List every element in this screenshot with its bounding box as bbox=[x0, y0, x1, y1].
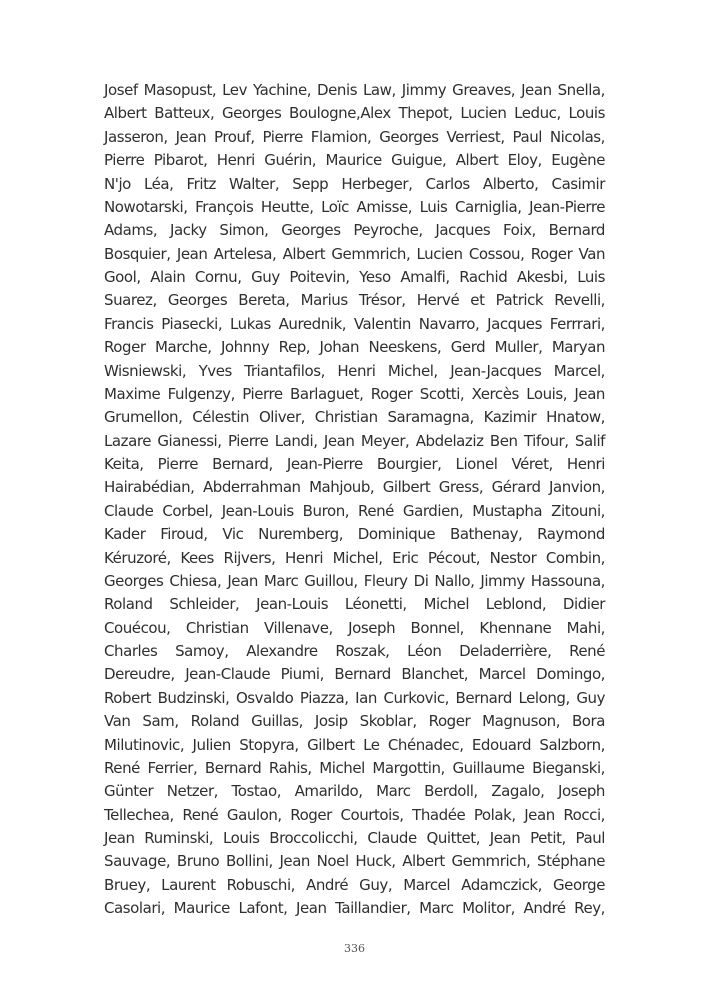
text-line: Georges Chiesa, Jean Marc Guillou, Fleury Di Nallo, Jimmy Hassouna, bbox=[104, 571, 605, 590]
text-line: Wisniewski, Yves Triantafilos, Henri Michel, Jean-Jacques Marcel, bbox=[104, 361, 605, 380]
text-line: Roger Marche, Johnny Rep, Johan Neeskens, Gerd Muller, Maryan bbox=[104, 338, 605, 357]
text-line: Pierre Pibarot, Henri Guérin, Maurice Guigue, Albert Eloy, Eugène bbox=[104, 151, 605, 170]
text-line: Suarez, Georges Bereta, Marius Trésor, Hervé et Patrick Revelli, bbox=[104, 291, 605, 310]
text-line: Milutinovic, Julien Stopyra, Gilbert Le Chénadec, Edouard Salzborn, bbox=[104, 735, 605, 754]
text-line: Francis Piasecki, Lukas Aurednik, Valentin Navarro, Jacques Ferrrari, bbox=[104, 314, 605, 333]
text-line: N'jo Léa, Fritz Walter, Sepp Herbeger, Carlos Alberto, Casimir bbox=[104, 174, 605, 193]
body-paragraph bbox=[104, 79, 605, 921]
text-line: Nowotarski, François Heutte, Loïc Amisse, Luis Carniglia, Jean-Pierre bbox=[104, 197, 605, 216]
text-line: Bosquier, Jean Artelesa, Albert Gemmrich, Lucien Cossou, Roger Van bbox=[104, 244, 605, 263]
text-line: Albert Batteux, Georges Boulogne,Alex Thepot, Lucien Leduc, Louis bbox=[104, 104, 605, 123]
text-line: Dereudre, Jean-Claude Piumi, Bernard Blanchet, Marcel Domingo, bbox=[104, 665, 605, 684]
text-line: Tellechea, René Gaulon, Roger Courtois, Thadée Polak, Jean Rocci, bbox=[104, 805, 605, 824]
text-line: René Ferrier, Bernard Rahis, Michel Margottin, Guillaume Bieganski, bbox=[104, 758, 605, 777]
text-line: Charles Samoy, Alexandre Roszak, Léon Deladerrière, René bbox=[104, 642, 605, 660]
text-line: Sauvage, Bruno Bollini, Jean Noel Huck, Albert Gemmrich, Stéphane bbox=[104, 852, 605, 871]
text-line: Hairabédian, Abderrahman Mahjoub, Gilbert Gress, Gérard Janvion, bbox=[104, 478, 605, 497]
text-line: Claude Corbel, Jean-Louis Buron, René Gardien, Mustapha Zitouni, bbox=[104, 501, 605, 520]
text-line: Grumellon, Célestin Oliver, Christian Saramagna, Kazimir Hnatow, bbox=[104, 408, 605, 427]
text-line: Bruey, Laurent Robuschi, André Guy, Marcel Adamczick, George bbox=[104, 875, 605, 894]
text-line: Roland Schleider, Jean-Louis Léonetti, Michel Leblond, Didier bbox=[104, 595, 605, 614]
text-line: Van Sam, Roland Guillas, Josip Skoblar, Roger Magnuson, Bora bbox=[104, 712, 605, 731]
text-line: Lazare Gianessi, Pierre Landi, Jean Meyer, Abdelaziz Ben Tifour, Salif bbox=[104, 431, 605, 450]
text-line: Maxime Fulgenzy, Pierre Barlaguet, Roger Scotti, Xercès Louis, Jean bbox=[104, 384, 605, 403]
page-number: 336 bbox=[344, 942, 365, 955]
text-line: Robert Budzinski, Osvaldo Piazza, Ian Curkovic, Bernard Lelong, Guy bbox=[104, 688, 605, 707]
text-line: Josef Masopust, Lev Yachine, Denis Law, Jimmy Greaves, Jean Snella, bbox=[104, 81, 605, 99]
text-line: Keita, Pierre Bernard, Jean-Pierre Bourgier, Lionel Véret, Henri bbox=[104, 455, 605, 473]
text-line: Kéruzoré, Kees Rijvers, Henri Michel, Eric Pécout, Nestor Combin, bbox=[104, 548, 605, 567]
text-line: Jean Ruminski, Louis Broccolicchi, Claude Quittet, Jean Petit, Paul bbox=[104, 829, 605, 847]
text-line: Gool, Alain Cornu, Guy Poitevin, Yeso Amalfi, Rachid Akesbi, Luis bbox=[104, 268, 605, 286]
text-line: Kader Firoud, Vic Nuremberg, Dominique Bathenay, Raymond bbox=[104, 525, 605, 544]
text-line: Günter Netzer, Tostao, Amarildo, Marc Berdoll, Zagalo, Joseph bbox=[104, 782, 605, 801]
text-line: Casolari, Maurice Lafont, Jean Taillandier, Marc Molitor, André Rey, bbox=[104, 899, 605, 918]
text-line: Adams, Jacky Simon, Georges Peyroche, Jacques Foix, Bernard bbox=[104, 221, 605, 240]
text-line: Couécou, Christian Villenave, Joseph Bonnel, Khennane Mahi, bbox=[104, 618, 605, 637]
text-line: Jasseron, Jean Prouf, Pierre Flamion, Georges Verriest, Paul Nicolas, bbox=[104, 127, 605, 146]
